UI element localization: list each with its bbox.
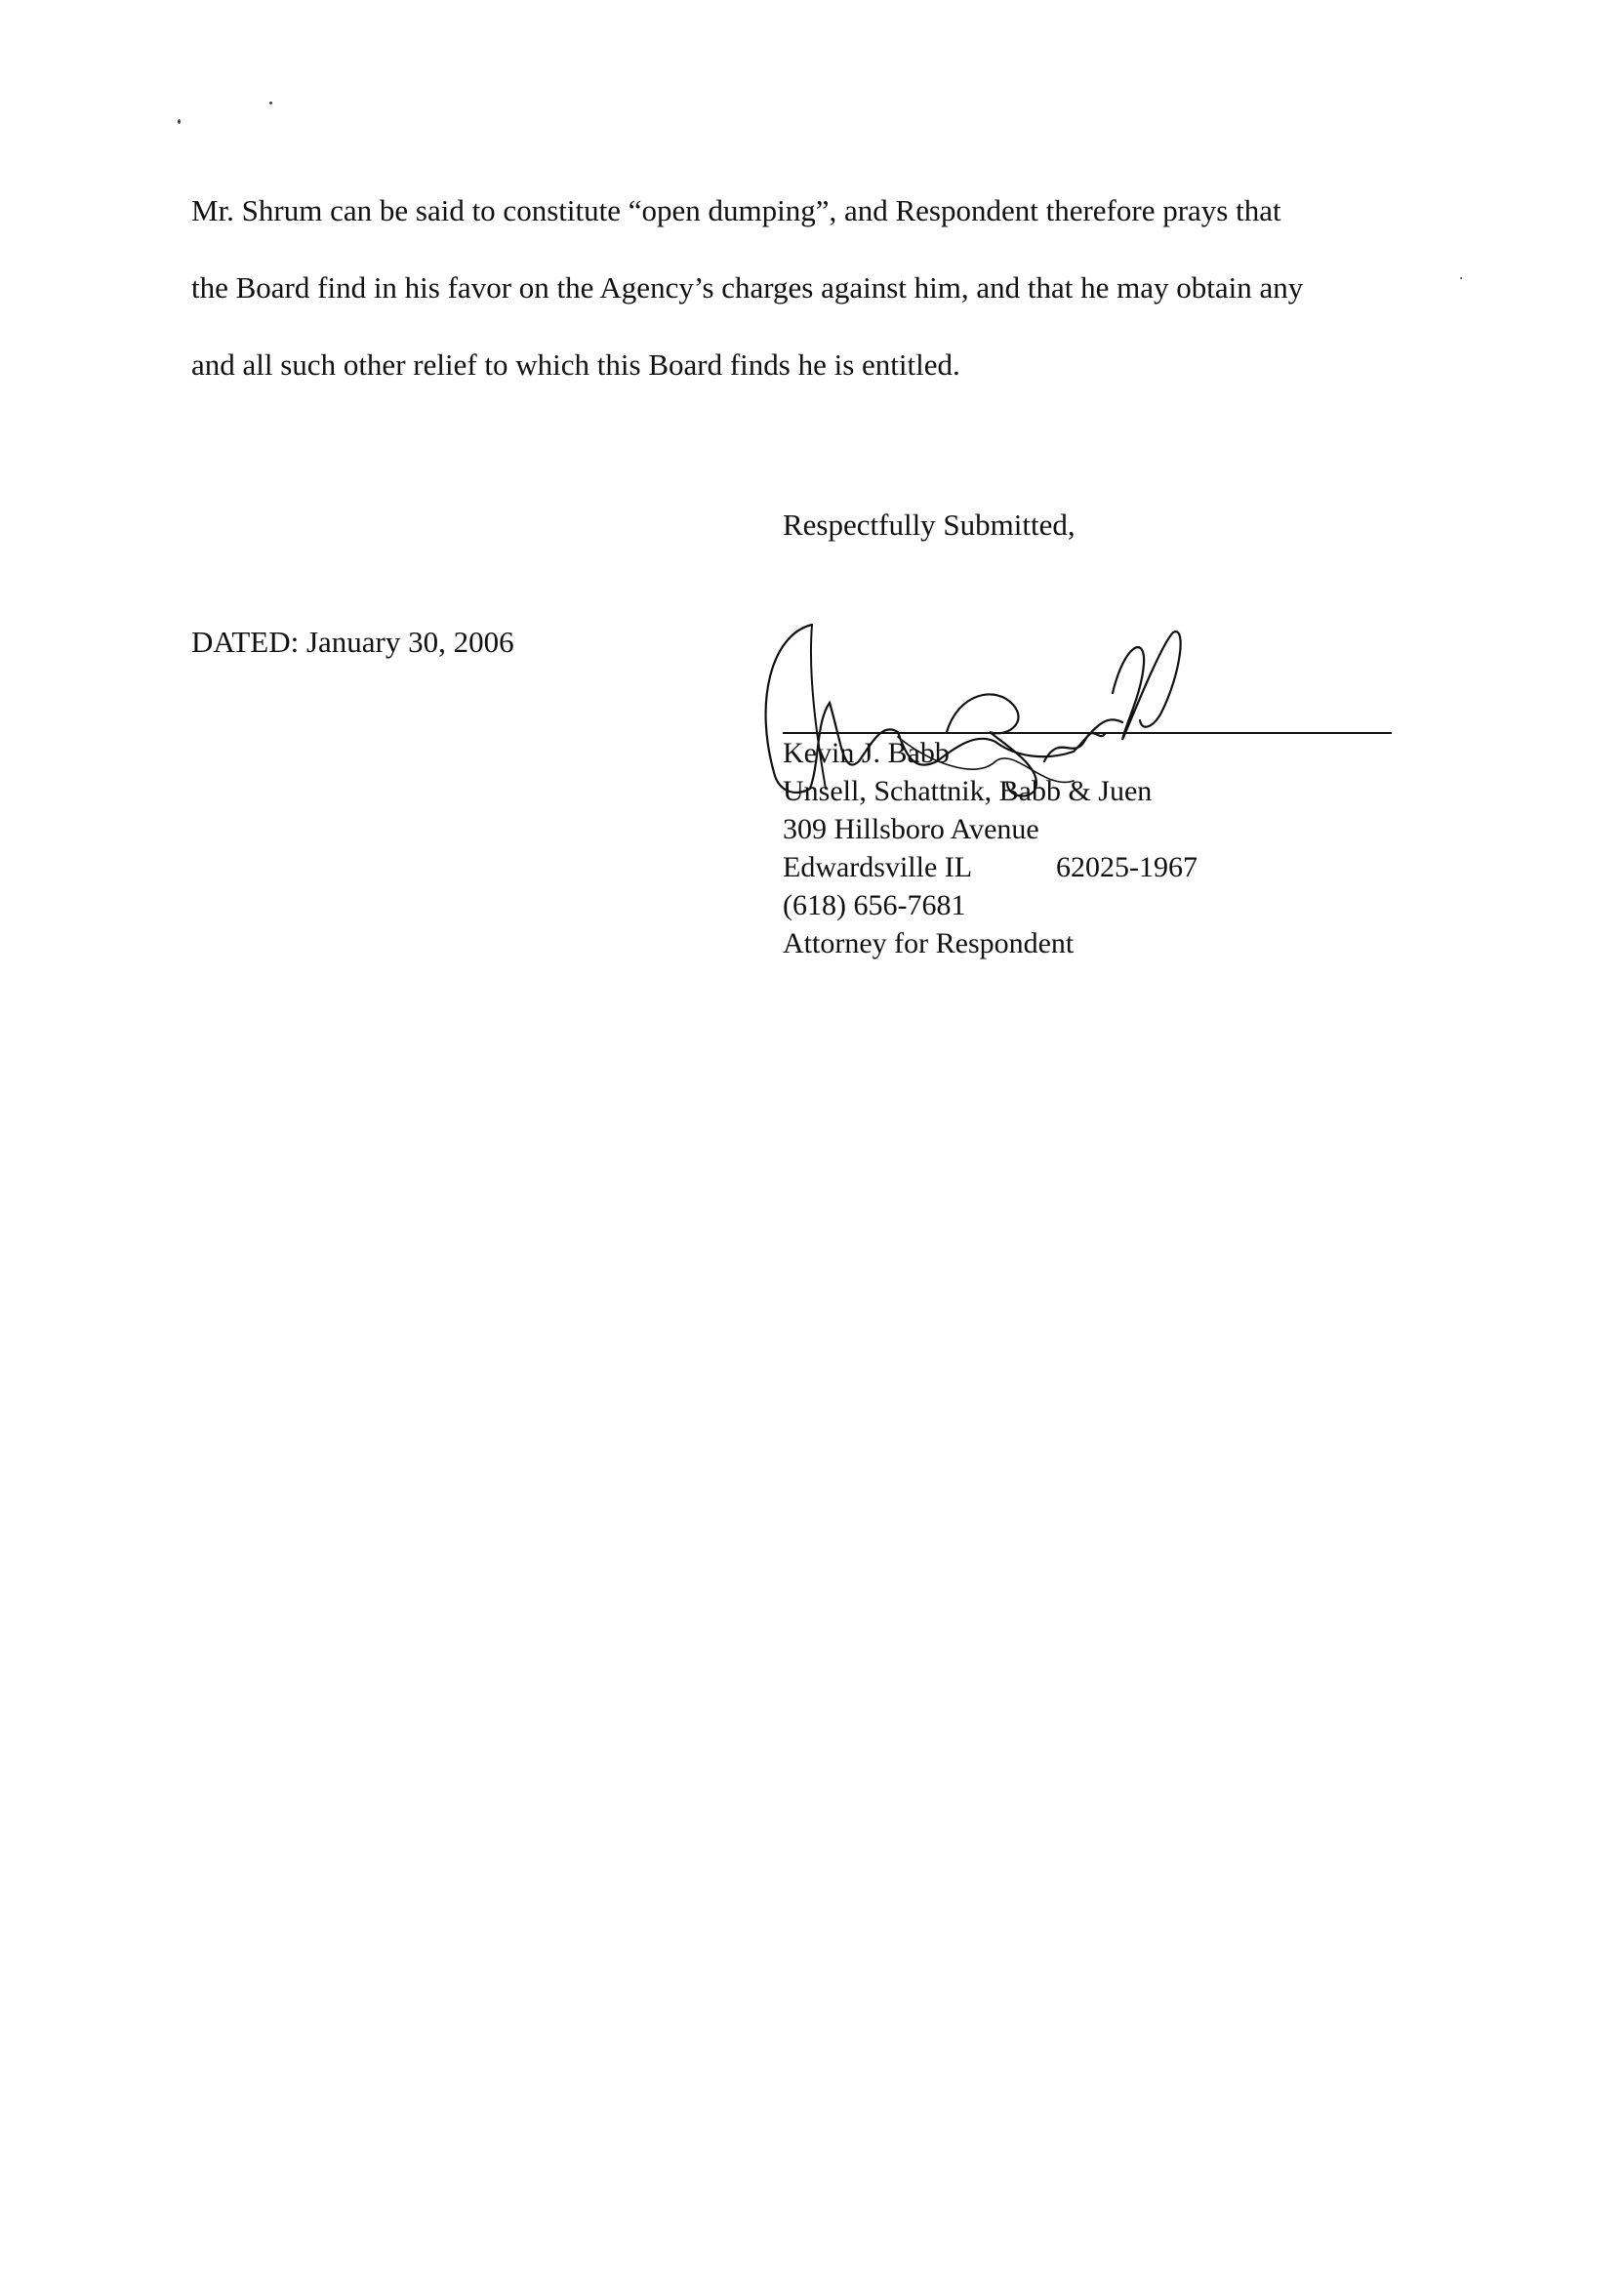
dated-label: DATED: <box>191 625 300 659</box>
attorney-name: Kevin J. Babb <box>783 737 950 769</box>
dated-value: January 30, 2006 <box>305 625 514 659</box>
firm-name: Unsell, Schattnik, Babb & Juen <box>783 775 1153 807</box>
city: Edwardsville IL <box>783 851 973 883</box>
street-address: 309 Hillsboro Avenue <box>783 813 1039 845</box>
paragraph-line: Mr. Shrum can be said to constitute “open dumping”, and Respondent therefore prays that <box>191 193 1281 227</box>
paragraph-line: the Board find in his favor on the Agency’s charges against him, and that he may obtain any <box>191 270 1304 305</box>
paragraph-line: and all such other relief to which this Board finds he is entitled. <box>191 347 960 382</box>
scan-speck <box>1460 277 1462 279</box>
date-line <box>191 623 514 662</box>
attorney-role: Attorney for Respondent <box>783 927 1075 959</box>
signature-block <box>783 734 1198 962</box>
scan-speck <box>178 119 181 124</box>
scan-speck <box>269 102 272 104</box>
zip-code: 62025-1967 <box>1056 851 1198 883</box>
city-zip-line <box>783 848 1198 886</box>
phone-number: (618) 656-7681 <box>783 889 966 921</box>
closing-text: Respectfully Submitted, <box>783 508 1076 542</box>
